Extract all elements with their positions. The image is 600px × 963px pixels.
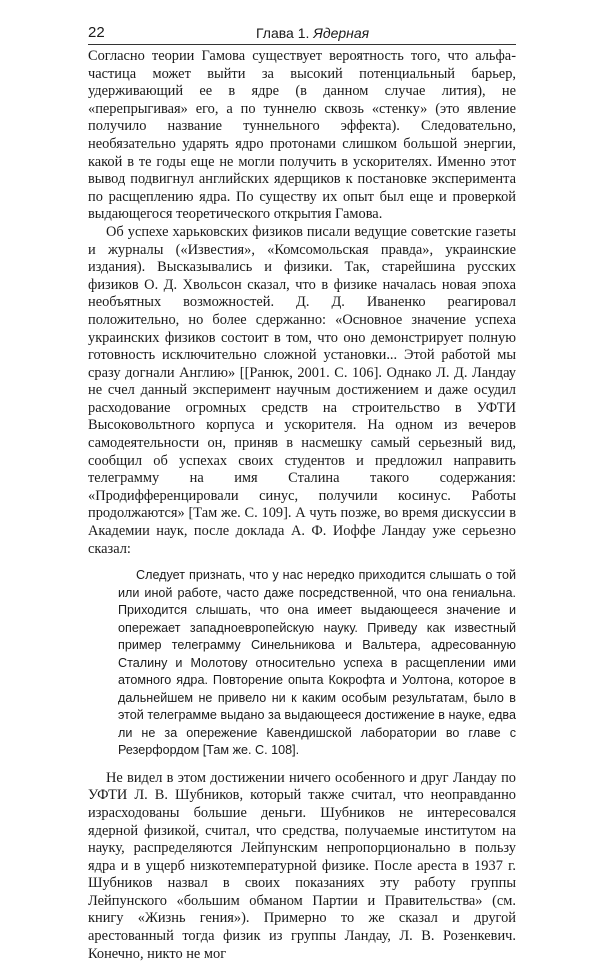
body-text [88,48,516,963]
chapter-title: Ядерная [313,25,370,41]
running-head [256,25,369,42]
page-header [88,24,516,45]
paragraph-3: Не видел в этом достижении ничего особенного и друг Ландау по УФТИ Л. В. Шубников, который также считал, что неоправданно израсходованы большие деньги. Шубников не интересовался ядерной физикой, считал, что средства, получаемые институтом на науку, распределяются Лейпунским непропорционально в пользу ядра и в ущерб низкотемпературной физике. После ареста в 1937 г. Шубников назвал в своих показаниях эту работу группы Лейпунского «большим обманом Партии и Правительства» (см. книгу «Жизнь гения»). Примерно то же сказал и другой арестованный тогда физик из группы Ландау, Л. В. Розенкевич. Конечно, никто не мог [88,769,516,962]
block-quote: Следует признать, что у нас нередко приходится слышать о той или иной работе, часто даже посредственной, что она гениальна. Приходится слышать, что она имеет выдающееся значение и опережает западноевропейскую науку. Приведу как известный пример телеграмму Синельникова и Вальтера, адресованную Сталину и Молотову относительно успеха в расщеплении ими атомного ядра. Повторение опыта Кокрофта и Уолтона, которое в дальнейшем не привело ни к каким особым результатам, было в этой телеграмме выдано за выдающееся достижение в науке, едва ли не за опережение Кавендишской лаборатории во главе с Резерфордом [Там же. С. 108]. [118,568,516,758]
chapter-label: Глава 1. [256,25,310,41]
paragraph-1: Согласно теории Гамова существует вероятность того, что альфа-частица может выйти за высокий потенциальный барьер, удерживающий ее в ядре (в данном случае лития), не «перепрыгивая» его, а по туннелю сквозь «стенку» (это явление получило название туннельного эффекта). Следовательно, необязательно ударять ядро протонами слишком большой энергии, какой в те годы еще не могли получить в ускорителях. Именно этот вывод подвигнул английских ядерщиков к постановке эксперимента по расщеплению ядра. По существу их опыт был еще и проверкой выдающегося теоретического открытия Гамова. [88,48,516,223]
paragraph-2: Об успехе харьковских физиков писали ведущие советские газеты и журналы («Известия», «Комсомольская правда», украинские издания). Высказывались и физики. Так, старейшина русских физиков О. Д. Хвольсон сказал, что в физике началась новая эпоха необъятных возможностей. Д. Д. Иваненко реагировал положительно, но более сдержанно: «Основное значение успеха украинских физиков состоит в том, что оно демонстрирует полную готовность исключительно сложной установки... Этой работой мы сразу догнали Англию» [[Ранюк, 2001. С. 106]. Однако Л. Д. Ландау не счел данный эксперимент научным достижением и даже осудил расходование огромных средств на строительство в УФТИ Высоковольтного корпуса и ускорителя. На одном из вечеров самодеятельности он, приняв в насмешку самый серьезный вид, сообщил об успехах своих студентов и предложил направить телеграмму на имя Сталина такого содержания: «Продифференцировали синус, получили косинус. Работы продолжаются» [Там же. С. 109]. А чуть позже, во время дискуссии в Академии наук, после доклада А. Ф. Иоффе Ландау уже серьезно сказал: [88,223,516,557]
page-number: 22 [88,24,105,41]
